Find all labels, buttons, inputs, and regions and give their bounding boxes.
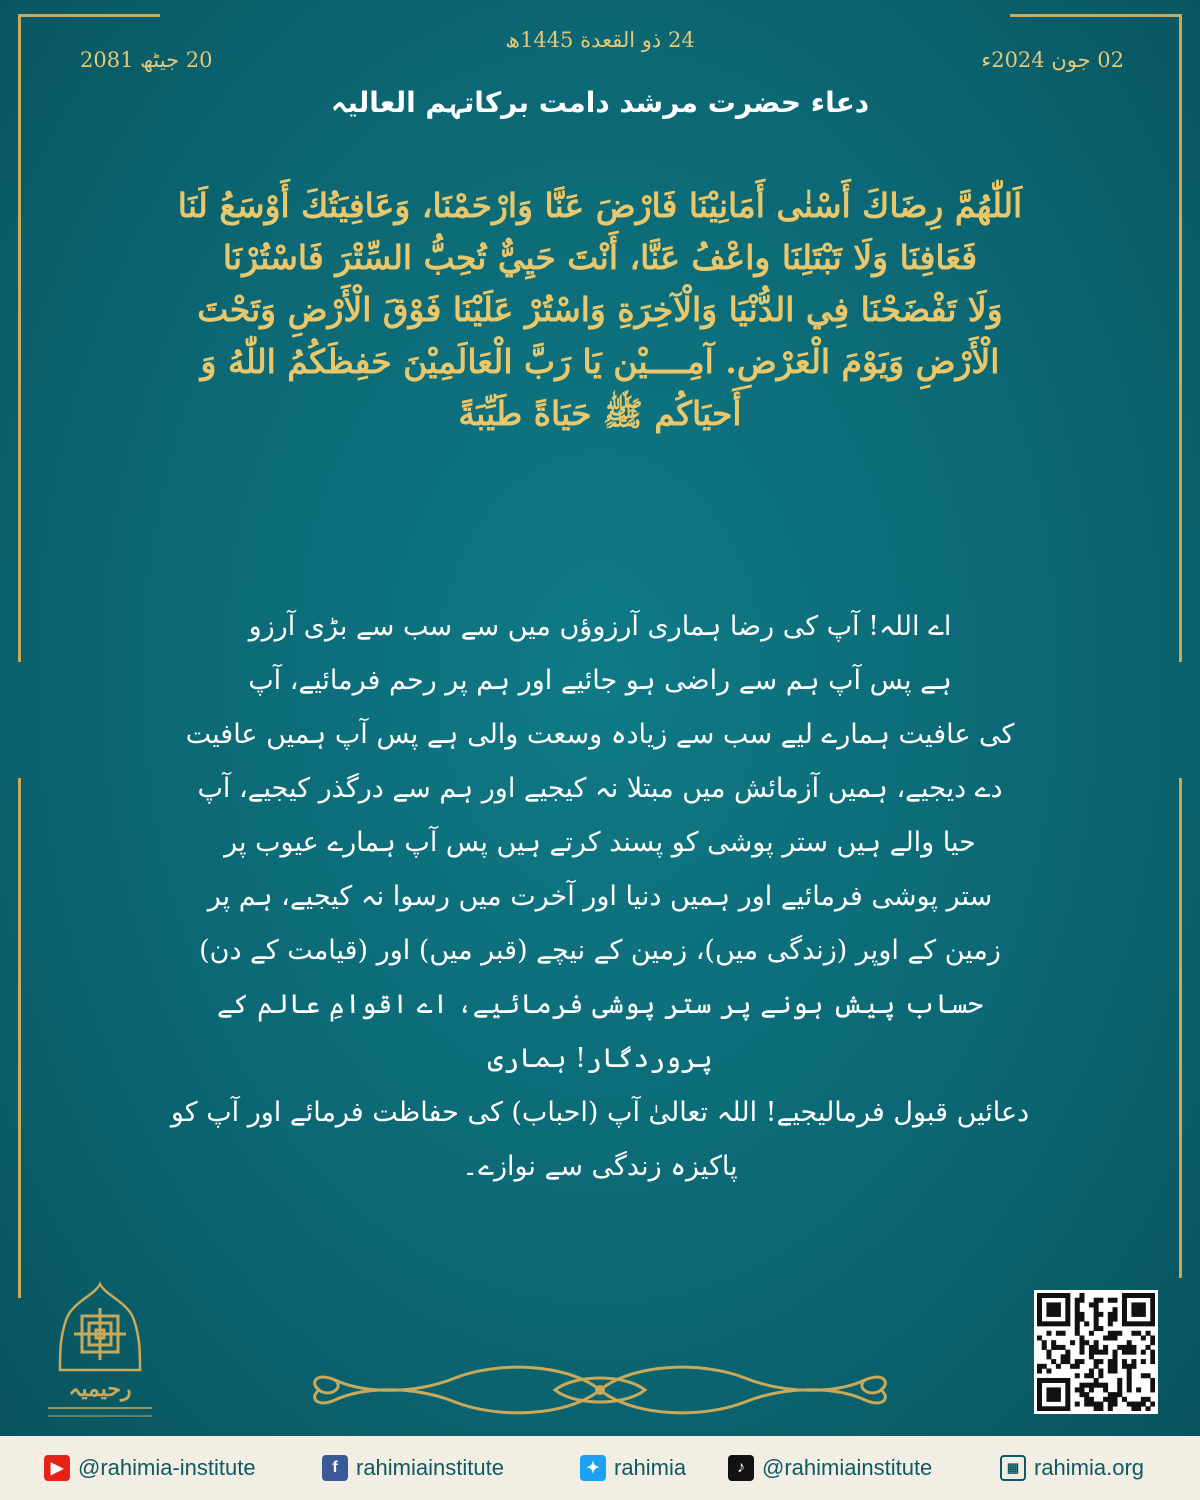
urdu-line: کی عافیت ہمارے لیے سب سے زیادہ وسعت والی ہے پس آپ ہمیں عافیت	[185, 719, 1015, 750]
youtube-label: @rahimia-institute	[78, 1455, 256, 1480]
tiktok-link[interactable]	[728, 1454, 932, 1482]
twitter-link[interactable]	[580, 1454, 686, 1482]
youtube-link[interactable]	[44, 1454, 256, 1482]
date-bikrami: 20 جیٹھ 2081	[80, 48, 213, 72]
urdu-line: زمین کے اوپر (زندگی میں)، زمین کے نیچے (قبر میں) اور (قیامت کے دن)	[199, 935, 1001, 966]
facebook-icon: f	[322, 1455, 348, 1481]
arabic-line: الْأَرْضِ وَيَوْمَ الْعَرْضِ. آمِــــيْن يَا رَبَّ الْعَالَمِيْنَ حَفِظَكُمُ اللّٰهُ وَ	[200, 342, 1000, 381]
arabic-line: اَللّٰهُمَّ رِضَاكَ أَسْنٰى أَمَانِيْنَا فَارْضَ عَنَّا وَارْحَمْنَا، وَعَافِيَتُكَ أَوْسَعُ لَنَا	[177, 186, 1023, 225]
qr-code[interactable]	[1034, 1290, 1158, 1414]
twitter-label: rahimia	[614, 1455, 687, 1480]
arabic-line: وَلَا تَفْضَحْنَا فِي الدُّنْيَا وَالْآخِرَةِ وَاسْتُرْ عَلَيْنَا فَوْقَ الْأَرْضِ وَتَحْتَ	[197, 290, 1003, 329]
date-gregorian: 02 جون 2024ء	[981, 48, 1124, 72]
urdu-line: دے دیجیے، ہمیں آزمائش میں مبتلا نہ کیجیے اور ہم سے درگذر کیجیے، آپ	[197, 773, 1003, 804]
arabic-line: أَحيَاكُم ﷺ حَيَاةً طَيِّبَةً	[458, 394, 742, 433]
tiktok-label: @rahimiainstitute	[762, 1455, 933, 1480]
urdu-line: حساب پیش ہونے پر ستر پوشی فرمائیے، اے اقوامِ عالم کے پروردگار! ہماری	[216, 989, 984, 1074]
twitter-icon: ✦	[580, 1455, 606, 1481]
social-footer	[0, 1436, 1200, 1500]
urdu-line: ستر پوشی فرمائیے اور ہمیں دنیا اور آخرت میں رسوا نہ کیجیے، ہم پر	[207, 881, 993, 912]
website-link[interactable]	[1000, 1454, 1144, 1482]
urdu-line: پاکیزہ زندگی سے نوازے۔	[462, 1151, 738, 1182]
web-icon: ▦	[1000, 1455, 1026, 1481]
urdu-translation	[150, 600, 1050, 1194]
arabic-line: فَعَافِنَا وَلَا تَبْتَلِنَا واعْفُ عَنَّا، أَنْتَ حَيِيٌّ تُحِبُّ السِّتْرَ فَاسْتُرْنَا	[222, 238, 978, 277]
page-title: دعاء حضرت مرشد دامت برکاتہم العالیہ	[330, 86, 870, 119]
date-hijri: 24 ذو القعدة 1445ھ	[505, 28, 695, 52]
tiktok-icon: ♪	[728, 1455, 754, 1481]
facebook-link[interactable]	[322, 1454, 504, 1482]
urdu-line: اے اللہ! آپ کی رضا ہماری آرزوؤں میں سے سب سے بڑی آرزو	[248, 611, 952, 642]
logo-text: رحیمیہ	[68, 1376, 132, 1402]
urdu-line: حیا والے ہیں ستر پوشی کو پسند کرتے ہیں پس آپ ہمارے عیوب پر	[224, 827, 976, 858]
youtube-icon: ▶	[44, 1455, 70, 1481]
urdu-line: ہے پس آپ ہم سے راضی ہو جائیے اور ہم پر رحم فرمائیے، آپ	[248, 665, 952, 696]
website-label: rahimia.org	[1034, 1455, 1145, 1480]
gold-ornament	[305, 1358, 895, 1422]
urdu-line: دعائیں قبول فرمالیجیے! اللہ تعالیٰ آپ (احباب) کی حفاظت فرمائے اور آپ کو	[170, 1097, 1030, 1128]
arabic-dua	[120, 180, 1080, 440]
rahimia-logo	[40, 1280, 160, 1425]
facebook-label: rahimiainstitute	[356, 1455, 504, 1480]
